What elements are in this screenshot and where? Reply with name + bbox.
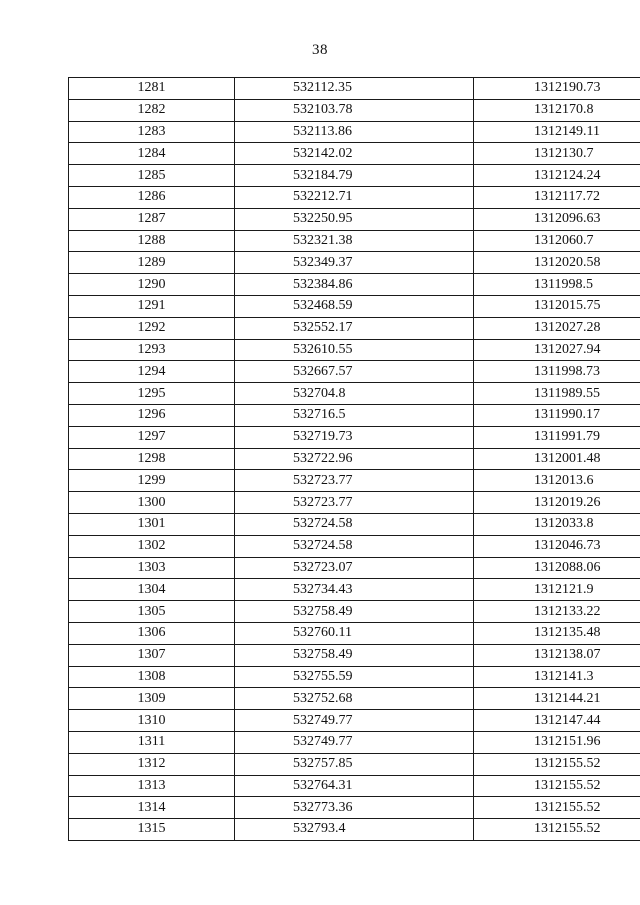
x-coordinate-cell: 532793.4	[235, 819, 474, 841]
x-coordinate-cell: 532667.57	[235, 361, 474, 383]
point-number-cell: 1283	[69, 121, 235, 143]
table-row	[69, 361, 640, 383]
point-number-cell: 1289	[69, 252, 235, 274]
y-coordinate-cell: 1312155.52	[474, 775, 640, 797]
y-coordinate-cell: 1311998.5	[474, 274, 640, 296]
point-number-cell: 1291	[69, 295, 235, 317]
x-coordinate-cell: 532723.77	[235, 470, 474, 492]
table-row	[69, 557, 640, 579]
point-number-cell: 1295	[69, 383, 235, 405]
y-coordinate-cell: 1312013.6	[474, 470, 640, 492]
x-coordinate-cell: 532716.5	[235, 404, 474, 426]
x-coordinate-cell: 532760.11	[235, 622, 474, 644]
y-coordinate-cell: 1312155.52	[474, 797, 640, 819]
x-coordinate-cell: 532755.59	[235, 666, 474, 688]
point-number-cell: 1306	[69, 622, 235, 644]
table-row	[69, 404, 640, 426]
y-coordinate-cell: 1312027.94	[474, 339, 640, 361]
x-coordinate-cell: 532113.86	[235, 121, 474, 143]
point-number-cell: 1298	[69, 448, 235, 470]
x-coordinate-cell: 532764.31	[235, 775, 474, 797]
x-coordinate-cell: 532752.68	[235, 688, 474, 710]
table-row	[69, 579, 640, 601]
table-row	[69, 666, 640, 688]
point-number-cell: 1313	[69, 775, 235, 797]
point-number-cell: 1282	[69, 99, 235, 121]
table-row	[69, 753, 640, 775]
point-number-cell: 1304	[69, 579, 235, 601]
point-number-cell: 1284	[69, 143, 235, 165]
x-coordinate-cell: 532212.71	[235, 186, 474, 208]
point-number-cell: 1308	[69, 666, 235, 688]
point-number-cell: 1281	[69, 78, 235, 100]
table-row	[69, 230, 640, 252]
table-row	[69, 252, 640, 274]
table-row	[69, 688, 640, 710]
page-number: 38	[312, 42, 328, 58]
x-coordinate-cell: 532552.17	[235, 317, 474, 339]
y-coordinate-cell: 1311990.17	[474, 404, 640, 426]
table-row	[69, 448, 640, 470]
table-row	[69, 644, 640, 666]
coordinates-table	[68, 77, 640, 841]
y-coordinate-cell: 1312144.21	[474, 688, 640, 710]
x-coordinate-cell: 532321.38	[235, 230, 474, 252]
x-coordinate-cell: 532722.96	[235, 448, 474, 470]
point-number-cell: 1285	[69, 165, 235, 187]
y-coordinate-cell: 1312135.48	[474, 622, 640, 644]
y-coordinate-cell: 1312117.72	[474, 186, 640, 208]
point-number-cell: 1290	[69, 274, 235, 296]
table-row	[69, 426, 640, 448]
point-number-cell: 1288	[69, 230, 235, 252]
y-coordinate-cell: 1312155.52	[474, 819, 640, 841]
x-coordinate-cell: 532723.07	[235, 557, 474, 579]
point-number-cell: 1292	[69, 317, 235, 339]
point-number-cell: 1310	[69, 710, 235, 732]
point-number-cell: 1303	[69, 557, 235, 579]
y-coordinate-cell: 1312020.58	[474, 252, 640, 274]
y-coordinate-cell: 1312001.48	[474, 448, 640, 470]
table-row	[69, 775, 640, 797]
table-row	[69, 121, 640, 143]
y-coordinate-cell: 1312046.73	[474, 535, 640, 557]
point-number-cell: 1286	[69, 186, 235, 208]
point-number-cell: 1300	[69, 492, 235, 514]
y-coordinate-cell: 1311998.73	[474, 361, 640, 383]
y-coordinate-cell: 1312060.7	[474, 230, 640, 252]
table-row	[69, 710, 640, 732]
table-row	[69, 339, 640, 361]
x-coordinate-cell: 532749.77	[235, 731, 474, 753]
table-row	[69, 513, 640, 535]
x-coordinate-cell: 532758.49	[235, 601, 474, 623]
table-row	[69, 470, 640, 492]
table-row	[69, 99, 640, 121]
point-number-cell: 1311	[69, 731, 235, 753]
x-coordinate-cell: 532757.85	[235, 753, 474, 775]
y-coordinate-cell: 1312141.3	[474, 666, 640, 688]
x-coordinate-cell: 532468.59	[235, 295, 474, 317]
y-coordinate-cell: 1311991.79	[474, 426, 640, 448]
point-number-cell: 1309	[69, 688, 235, 710]
point-number-cell: 1302	[69, 535, 235, 557]
table-row	[69, 731, 640, 753]
table-row	[69, 601, 640, 623]
point-number-cell: 1293	[69, 339, 235, 361]
table-row	[69, 492, 640, 514]
y-coordinate-cell: 1312155.52	[474, 753, 640, 775]
y-coordinate-cell: 1312170.8	[474, 99, 640, 121]
x-coordinate-cell: 532724.58	[235, 535, 474, 557]
y-coordinate-cell: 1312190.73	[474, 78, 640, 100]
x-coordinate-cell: 532749.77	[235, 710, 474, 732]
x-coordinate-cell: 532142.02	[235, 143, 474, 165]
y-coordinate-cell: 1312133.22	[474, 601, 640, 623]
point-number-cell: 1301	[69, 513, 235, 535]
table-row	[69, 622, 640, 644]
point-number-cell: 1314	[69, 797, 235, 819]
y-coordinate-cell: 1312015.75	[474, 295, 640, 317]
point-number-cell: 1299	[69, 470, 235, 492]
y-coordinate-cell: 1312088.06	[474, 557, 640, 579]
table-row	[69, 274, 640, 296]
x-coordinate-cell: 532184.79	[235, 165, 474, 187]
point-number-cell: 1297	[69, 426, 235, 448]
x-coordinate-cell: 532103.78	[235, 99, 474, 121]
table-row	[69, 819, 640, 841]
table-row	[69, 295, 640, 317]
x-coordinate-cell: 532610.55	[235, 339, 474, 361]
y-coordinate-cell: 1312151.96	[474, 731, 640, 753]
point-number-cell: 1305	[69, 601, 235, 623]
x-coordinate-cell: 532758.49	[235, 644, 474, 666]
x-coordinate-cell: 532734.43	[235, 579, 474, 601]
table-row	[69, 165, 640, 187]
table-row	[69, 186, 640, 208]
coordinates-table-body	[69, 78, 640, 841]
y-coordinate-cell: 1312121.9	[474, 579, 640, 601]
x-coordinate-cell: 532349.37	[235, 252, 474, 274]
y-coordinate-cell: 1312147.44	[474, 710, 640, 732]
table-row	[69, 208, 640, 230]
y-coordinate-cell: 1312130.7	[474, 143, 640, 165]
x-coordinate-cell: 532112.35	[235, 78, 474, 100]
point-number-cell: 1287	[69, 208, 235, 230]
x-coordinate-cell: 532704.8	[235, 383, 474, 405]
y-coordinate-cell: 1312149.11	[474, 121, 640, 143]
y-coordinate-cell: 1312096.63	[474, 208, 640, 230]
y-coordinate-cell: 1312138.07	[474, 644, 640, 666]
x-coordinate-cell: 532250.95	[235, 208, 474, 230]
point-number-cell: 1294	[69, 361, 235, 383]
table-row	[69, 535, 640, 557]
point-number-cell: 1307	[69, 644, 235, 666]
table-row	[69, 797, 640, 819]
y-coordinate-cell: 1312124.24	[474, 165, 640, 187]
y-coordinate-cell: 1311989.55	[474, 383, 640, 405]
x-coordinate-cell: 532719.73	[235, 426, 474, 448]
table-row	[69, 143, 640, 165]
x-coordinate-cell: 532773.36	[235, 797, 474, 819]
x-coordinate-cell: 532384.86	[235, 274, 474, 296]
point-number-cell: 1312	[69, 753, 235, 775]
x-coordinate-cell: 532724.58	[235, 513, 474, 535]
table-row	[69, 78, 640, 100]
x-coordinate-cell: 532723.77	[235, 492, 474, 514]
table-row	[69, 383, 640, 405]
y-coordinate-cell: 1312033.8	[474, 513, 640, 535]
point-number-cell: 1315	[69, 819, 235, 841]
table-row	[69, 317, 640, 339]
y-coordinate-cell: 1312027.28	[474, 317, 640, 339]
point-number-cell: 1296	[69, 404, 235, 426]
y-coordinate-cell: 1312019.26	[474, 492, 640, 514]
